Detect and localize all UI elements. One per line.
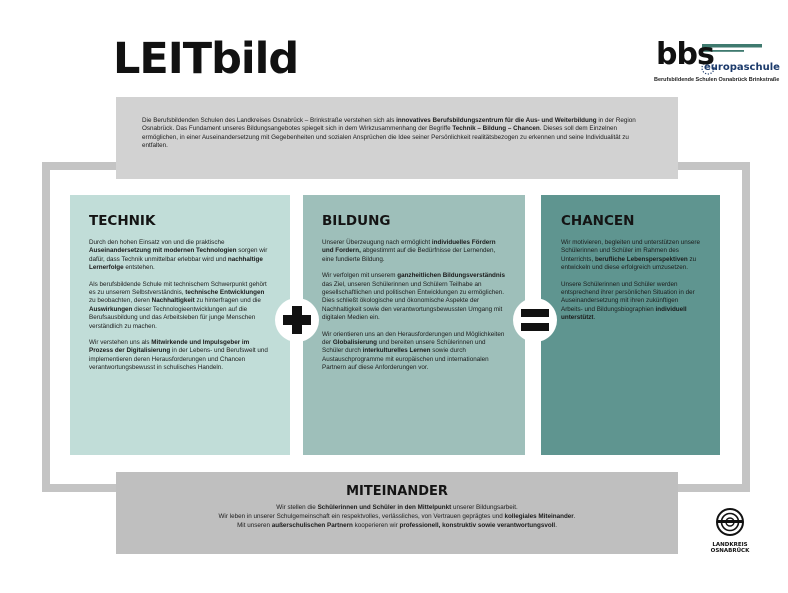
emphasis-text: berufliche Lebensperspektiven <box>594 255 688 263</box>
plus-icon <box>275 298 319 342</box>
technik-body <box>89 239 271 373</box>
frame-top-left <box>42 162 116 170</box>
column-paragraph <box>322 331 506 373</box>
column-paragraph <box>561 239 701 273</box>
body-text: Unserer Überzeugung nach ermöglicht <box>322 239 432 246</box>
emphasis-text: interkulturelles Lernen <box>362 347 431 355</box>
body-text: . <box>573 513 576 521</box>
page-title <box>113 34 298 84</box>
equals-icon <box>513 298 557 342</box>
body-text: in der Lebens- und Berufswelt und implementieren deren Herausforderungen und Chancen verantwortungsbewusst in schulisches Handeln. <box>89 347 268 372</box>
landkreis-emblem-icon <box>716 506 744 540</box>
body-text: Wir verstehen uns als <box>89 339 152 347</box>
emphasis-text: kollegiales Miteinander <box>504 513 574 521</box>
europaschule-text: europaschule <box>704 62 780 73</box>
column-paragraph <box>561 281 701 323</box>
emphasis-text: innovatives Berufsbildungszentrum für die Aus- und Weiterbildung <box>396 117 597 124</box>
body-text: in der Region Osnabrück. Das Fundament unseres Bildungsangebotes spiegelt sich in dem Wirkzusammenhang der Begriffe <box>142 117 636 133</box>
bildung-body <box>322 239 506 373</box>
body-text: Unsere Schülerinnen und Schüler werden entsprechend ihrer persönlichen Situation in der Auseinandersetzung mit ihren zukünftigen Arbeits- und Bildungsbiographien <box>561 280 695 313</box>
emphasis-text: Schülerinnen und Schüler in den Mittelpunkt <box>317 504 452 511</box>
emphasis-text: Nachhaltigkeit <box>151 297 195 305</box>
body-text: unserer Bildungsarbeit. <box>451 504 518 511</box>
frame-left <box>42 162 50 492</box>
emphasis-text: Technik – Bildung – Chancen <box>452 125 540 133</box>
miteinander-heading: MITEINANDER <box>346 484 448 499</box>
body-text: entstehen. <box>123 264 155 272</box>
emphasis-text: Mitwirkende und Impulsgeber im Prozess der Digitalisierung <box>89 339 250 355</box>
body-text: Die Berufsbildenden Schulen des Landkreises Osnabrück – Brinkstraße verstehen sich als <box>142 117 397 124</box>
miteinander-line-2 <box>116 512 678 521</box>
body-text: sorgen wir dafür, dass Technik unmittelbar erlebbar wird und <box>89 247 268 263</box>
frame-top-right <box>678 162 750 170</box>
emphasis-text: ganzheitlichen Bildungsverständnis <box>397 272 505 280</box>
school-name-caption: Berufsbildende Schulen Osnabrück Brinkstraße <box>654 77 780 83</box>
body-text: zu beobachten, deren <box>89 297 152 305</box>
column-paragraph <box>89 281 271 331</box>
frame-right <box>742 162 750 492</box>
intro-text-box <box>116 97 678 179</box>
chancen-body <box>561 239 701 323</box>
osnabrueck-text: OSNABRÜCK <box>710 548 750 554</box>
emphasis-text: technische Entwicklungen <box>185 289 265 297</box>
body-text: . <box>555 522 557 530</box>
chancen-column <box>541 195 720 455</box>
body-text: und bereiten unsere Schülerinnen und Schüler durch <box>322 339 486 355</box>
emphasis-text: Auseinandersetzung mit modernen Technologien <box>89 247 237 255</box>
bbs-europaschule-logo <box>654 37 780 88</box>
emphasis-text: individuelles Fördern und Fordern, <box>322 239 496 255</box>
body-text: Wir leben in unserer Schulgemeinschaft ein respektvolles, verlässliches, von Vertrauen geprägtes und <box>218 513 505 521</box>
bildung-column <box>303 195 525 455</box>
emphasis-text: Auswirkungen <box>89 305 133 313</box>
miteinander-line-1 <box>116 503 678 512</box>
miteinander-line-3 <box>116 521 678 530</box>
bbs-brand-text: bbs <box>656 37 714 72</box>
landkreis-text: LANDKREIS <box>712 542 748 548</box>
frame-bottom-left <box>42 484 116 492</box>
landkreis-osnabrueck-logo <box>708 506 752 556</box>
body-text: dieser Technologieentwicklungen auf die Berufsausbildung und das Arbeitsleben für junge Menschen verständlich zu machen. <box>89 305 256 330</box>
emphasis-text: individuell unterstützt <box>561 305 687 322</box>
column-paragraph <box>89 239 271 273</box>
chancen-heading: CHANCEN <box>561 213 635 229</box>
title-rest-part: bild <box>211 34 299 84</box>
body-text: Durch den hohen Einsatz von und die praktische <box>89 239 225 246</box>
body-text: Wir verfolgen mit unserem <box>322 272 398 280</box>
emphasis-text: professionell, konstruktiv sowie verantwortungsvoll <box>399 522 556 530</box>
emphasis-text: nachhaltige Lernerfolge <box>89 255 263 272</box>
body-text: abgestimmt auf die Bedürfnisse der Lernenden, eine fundierte Bildung. <box>322 247 496 263</box>
title-bold-part: LEIT <box>113 34 212 84</box>
frame-bottom-right <box>678 484 750 492</box>
bildung-heading: BILDUNG <box>322 213 391 229</box>
body-text: sowie durch Austauschprogramme mit europäischen und internationalen Partnern auf diese Anforderungen vor. <box>322 347 489 372</box>
emphasis-text: Globalisierung <box>332 339 377 347</box>
body-text: zu entwickeln und diese erfolgreich umzusetzen. <box>561 255 697 272</box>
column-paragraph <box>322 239 506 264</box>
miteinander-box <box>116 472 678 554</box>
technik-column <box>70 195 290 455</box>
column-paragraph <box>322 272 506 322</box>
body-text: kooperieren wir <box>352 522 400 530</box>
body-text: das Ziel, unseren Schülerinnen und Schülern Teilhabe an gesellschaftlichen und politischen Entwicklungen zu ermöglichen. Dies schließt ökologische und ökonomische Aspekte der Nachhaltigkeit sowie den verantwortungsbewussten Umgang mit digitalen Medien ein. <box>322 280 505 322</box>
body-text: Wir motivieren, begleiten und unterstützen unsere Schülerinnen und Schüler im Rahmen des Unterrichts, <box>561 239 700 263</box>
emphasis-text: außerschulischen Partnern <box>271 522 353 530</box>
body-text: Als berufsbildende Schule mit technischem Schwerpunkt gehört es zu unserem Selbstverständnis, <box>89 280 267 297</box>
body-text: Mit unseren <box>237 522 272 530</box>
column-paragraph <box>89 339 271 373</box>
body-text: Wir orientieren uns an den Herausforderungen und Möglichkeiten der <box>322 330 505 347</box>
body-text: Wir stellen die <box>276 504 318 511</box>
body-text: . <box>593 314 596 322</box>
body-text: zu hinterfragen und die <box>194 297 261 305</box>
body-text: . Dieses soll dem Einzelnen ermöglichen, in einer Auseinandersetzung mit Gegebenheiten und sozialen Ansprüchen die Idee seiner Persönlichkeit realitätsbezogen zu erkennen und seine Individualität zu entfalten. <box>142 125 629 150</box>
intro-paragraph <box>142 117 652 151</box>
technik-heading: TECHNIK <box>89 213 156 229</box>
